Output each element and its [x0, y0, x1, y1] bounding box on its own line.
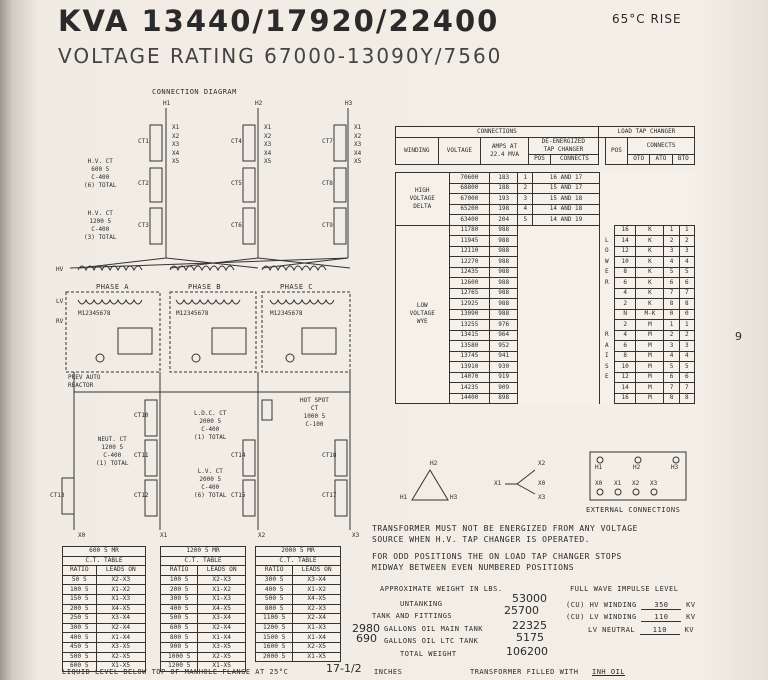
ct-label: CT12: [134, 492, 149, 499]
total-weight-label: TOTAL WEIGHT: [400, 650, 457, 658]
table-row: 63400 204 5 14 AND 19: [396, 215, 695, 226]
terminal-h1: H1: [163, 100, 171, 107]
ct-tap-column: X1 X2 X3 X4 X5: [354, 124, 362, 165]
vector-x3: X3: [538, 494, 546, 501]
col-ltc-pos: POS: [605, 137, 627, 165]
hv-label: HV: [56, 266, 64, 273]
table-row: 800 5 X2-X3: [256, 604, 341, 614]
table-row: 150 5 X1-X3: [63, 594, 146, 604]
table-row: 100 5 X1-X2: [63, 585, 146, 595]
table-row: 13415 964 R 4 M 2 2: [396, 330, 695, 341]
terminal-h3: H3: [345, 100, 353, 107]
col-connects: CONNECTS: [551, 154, 599, 165]
ct-label: CT5: [231, 180, 242, 187]
col-bto: BTO: [672, 154, 694, 165]
table-col-header: RATIO: [63, 566, 97, 576]
ext-x1: X1: [614, 480, 622, 487]
page-number: 9: [735, 330, 742, 343]
table-row: 13580 952 A 6 M 3 3: [396, 341, 695, 352]
temperature-rise: 65°C RISE: [612, 12, 682, 26]
table-row: 12270 988 W 10 K 4 4: [396, 257, 695, 268]
table-col-header: LEADS ON: [96, 566, 145, 576]
untanking-label: UNTANKING: [400, 600, 443, 608]
hot-spot-ct-note: HOT SPOT CT 1000 5 C-100: [300, 397, 329, 428]
liquid-level-label: LIQUID LEVEL BELOW TOP OF MANHOLE FLANGE AT 25°C: [62, 668, 289, 676]
terminal-h2: H2: [255, 100, 263, 107]
table-row: 100 5 X2-X3: [161, 575, 246, 585]
rv-label: RV: [56, 318, 64, 325]
ct-table-head: 2000 5 MR: [256, 547, 341, 557]
col-voltage: VOLTAGE: [438, 137, 481, 165]
table-row: 12435 988 E 8 K 5 5: [396, 267, 695, 278]
ct-tap-column: X1 X2 X3 X4 X5: [172, 124, 180, 165]
ext-h1: H1: [595, 464, 603, 471]
hv-winding-label: HIGH VOLTAGE DELTA: [396, 173, 450, 226]
table-row: 300 5 X2-X4: [63, 623, 146, 633]
col-amps: AMPS AT 22.4 MVA: [481, 137, 529, 165]
hv-ct-note-b: H.V. CT 1200 5 C-400 (3) TOTAL: [84, 210, 117, 241]
warning-line-1: TRANSFORMER MUST NOT BE ENERGIZED FROM ANY VOLTAGE: [372, 524, 638, 533]
impulse-hv-row: (CU) HV WINDING 350 KV: [566, 601, 696, 609]
total-weight-value: 106200: [506, 645, 548, 658]
lv-winding-label: LOW VOLTAGE WYE: [396, 225, 450, 404]
voltage-rating: VOLTAGE RATING 67000-13090Y/7560: [58, 44, 503, 68]
table-row: 800 5 X1-X4: [161, 633, 246, 643]
ct-label: CT3: [138, 222, 149, 229]
kva-rating: KVA 13440/17920/22400: [58, 4, 500, 38]
vector-x2: X2: [538, 460, 546, 467]
table-row: 1200 5 X1-X3: [256, 623, 341, 633]
connections-title: CONNECTIONS: [396, 127, 599, 138]
oil-ltc-value: 5175: [516, 631, 544, 644]
col-oto: OTO: [628, 154, 650, 165]
ct-label: CT8: [322, 180, 333, 187]
ext-x2: X2: [632, 480, 640, 487]
tank-value: 25700: [504, 604, 539, 617]
ct-label: CT4: [231, 138, 242, 145]
table-row: 12600 988 R 6 K 6 6: [396, 278, 695, 289]
col-winding: WINDING: [396, 137, 439, 165]
ct-label: CT17: [322, 492, 337, 499]
table-col-header: LEADS ON: [293, 566, 341, 576]
ct-table-head: 1200 5 MR: [161, 547, 246, 557]
vector-x1: X1: [494, 480, 502, 487]
tap-row-a: M12345678: [78, 310, 111, 317]
ct-table-head: C.T. TABLE: [63, 556, 146, 566]
table-row: 600 5 X1-X5: [63, 662, 146, 672]
ct-label: CT15: [231, 492, 246, 499]
tap-row-c: M12345678: [270, 310, 303, 317]
prev-auto-reactor: PREV AUTO REACTOR: [68, 374, 101, 389]
col-ato: ATO: [650, 154, 672, 165]
table-row: 500 5 X4-X5: [256, 594, 341, 604]
vector-h2: H2: [430, 460, 438, 467]
ct-label: CT14: [231, 452, 246, 459]
table-row: 400 5 X1-X4: [63, 633, 146, 643]
table-row: 67000 193 3 15 AND 18: [396, 194, 695, 205]
oil-main-gallons: 2980: [352, 622, 380, 635]
table-row: 11945 988 L 14 K 2 2: [396, 236, 695, 247]
odd-positions-line-2: MIDWAY BETWEEN EVEN NUMBERED POSITIONS: [372, 563, 575, 572]
vector-h1: H1: [400, 494, 408, 501]
table-col-header: RATIO: [161, 566, 198, 576]
table-row: 400 5 X1-X2: [256, 585, 341, 595]
ct-table-head: C.T. TABLE: [256, 556, 341, 566]
ext-h2: H2: [633, 464, 641, 471]
table-row: 1600 5 X2-X5: [256, 642, 341, 652]
table-row: 13255 976 2 M 1 1: [396, 320, 695, 331]
oil-ltc-label: GALLONS OIL LTC TANK: [384, 637, 479, 645]
table-row: 50 5 X2-X3: [63, 575, 146, 585]
oil-ltc-gallons: 690: [356, 632, 377, 645]
phase-a-label: PHASE A: [96, 283, 130, 291]
ct-label: CT7: [322, 138, 333, 145]
table-row: 300 5 X3-X4: [256, 575, 341, 585]
ldc-ct-note: L.D.C. CT 2000 5 C-400 (1) TOTAL: [194, 410, 227, 441]
table-row: LOW VOLTAGE WYE 11780 988 16 K 1 1: [396, 225, 695, 236]
ltc-header: LOAD TAP CHANGER: [598, 127, 694, 138]
table-row: 2000 5 X1-X5: [256, 652, 341, 662]
impulse-title: FULL WAVE IMPULSE LEVEL: [570, 585, 679, 593]
vector-h3: H3: [450, 494, 458, 501]
ct-label: CT18: [322, 452, 337, 459]
lv-label: LV: [56, 298, 64, 305]
table-row: 200 5 X1-X2: [161, 585, 246, 595]
ct-label: CT13: [50, 492, 65, 499]
table-col-header: RATIO: [256, 566, 293, 576]
oil-main-value: 22325: [512, 619, 547, 632]
table-row: 400 5 X4-X5: [161, 604, 246, 614]
table-row: 250 5 X3-X4: [63, 614, 146, 624]
connections-table: [395, 126, 695, 165]
col-pos: POS: [528, 154, 550, 165]
diagram-title: CONNECTION DIAGRAM: [152, 88, 237, 96]
table-col-header: LEADS ON: [198, 566, 246, 576]
terminal-x2: X2: [258, 532, 266, 539]
weights-title: APPROXIMATE WEIGHT IN LBS.: [380, 585, 503, 593]
col-deenergized: DE-ENERGIZED TAP CHANGER: [528, 137, 598, 154]
oil-main-label: GALLONS OIL MAIN TANK: [384, 625, 484, 633]
external-connections-label: EXTERNAL CONNECTIONS: [586, 506, 681, 514]
table-row: 12765 988 4 K 7 7: [396, 288, 695, 299]
ct-tap-column: X1 X2 X3 X4 X5: [264, 124, 272, 165]
table-row: 13910 930 S 10 M 5 5: [396, 362, 695, 373]
warning-line-2: SOURCE WHEN H.V. TAP CHANGER IS OPERATED.: [372, 535, 590, 544]
impulse-neutral-row: LV NEUTRAL 110 KV: [588, 626, 695, 634]
impulse-lv-row: (CU) LV WINDING 110 KV: [566, 613, 696, 621]
connections-rows: [395, 172, 695, 404]
table-row: 12925 988 2 K 8 8: [396, 299, 695, 310]
connections-body: [395, 172, 695, 404]
ct-label: CT1: [138, 138, 149, 145]
table-row: 900 5 X3-X5: [161, 642, 246, 652]
table-row: 1000 5 X2-X5: [161, 652, 246, 662]
table-row: HIGH VOLTAGE DELTA 70600 183 1 16 AND 17: [396, 173, 695, 184]
ext-x0: X0: [595, 480, 603, 487]
phase-b-label: PHASE B: [188, 283, 222, 291]
table-row: 13745 941 I 8 M 4 4: [396, 351, 695, 362]
table-row: 65200 198 4 14 AND 18: [396, 204, 695, 215]
ct-table-head: 600 5 MR: [63, 547, 146, 557]
table-row: 12110 988 O 12 K 3 3: [396, 246, 695, 257]
table-row: 500 5 X2-X5: [63, 652, 146, 662]
col-ltc-connects: CONNECTS: [628, 137, 695, 154]
table-row: 1200 5 X1-X5: [161, 662, 246, 672]
table-row: 14400 898 16 M 8 8: [396, 393, 695, 404]
table-row: 200 5 X4-X5: [63, 604, 146, 614]
untanking-value: 53000: [512, 592, 547, 605]
ct-label: CT11: [134, 452, 149, 459]
odd-positions-line-1: FOR ODD POSITIONS THE ON LOAD TAP CHANGER STOPS: [372, 552, 622, 561]
table-row: 1500 5 X1-X4: [256, 633, 341, 643]
table-row: 300 5 X1-X3: [161, 594, 246, 604]
tank-label: TANK AND FITTINGS: [372, 612, 453, 620]
table-row: 68800 188 2 15 AND 17: [396, 183, 695, 194]
lv-ct-note: L.V. CT 2000 5 C-400 (6) TOTAL: [194, 468, 227, 499]
oil-type: INH OIL: [592, 668, 626, 676]
ct-label: CT6: [231, 222, 242, 229]
table-row: 1100 5 X2-X4: [256, 614, 341, 624]
liquid-level-value: 17-1/2: [326, 662, 362, 675]
table-row: 13090 988 N M-K 0 0: [396, 309, 695, 320]
ext-x3: X3: [650, 480, 658, 487]
table-row: 14235 909 14 M 7 7: [396, 383, 695, 394]
ext-h3: H3: [671, 464, 679, 471]
vector-x0: X0: [538, 480, 546, 487]
phase-c-label: PHASE C: [280, 283, 314, 291]
table-row: 600 5 X2-X4: [161, 623, 246, 633]
table-row: 450 5 X3-X5: [63, 642, 146, 652]
inches-label: INCHES: [374, 668, 403, 676]
ct-label: CT2: [138, 180, 149, 187]
terminal-x3: X3: [352, 532, 360, 539]
terminal-x0: X0: [78, 532, 86, 539]
ct-table-2000: [255, 546, 341, 662]
neutral-ct-note: NEUT. CT 1200 5 C-400 (1) TOTAL: [96, 436, 129, 467]
ct-label: CT10: [134, 412, 149, 419]
table-row: 14070 919 E 12 M 6 6: [396, 372, 695, 383]
ct-table-600: [62, 546, 146, 672]
hv-ct-note-a: H.V. CT 600 5 C-400 (6) TOTAL: [84, 158, 117, 189]
ct-table-head: C.T. TABLE: [161, 556, 246, 566]
terminal-x1: X1: [160, 532, 168, 539]
table-row: 500 5 X3-X4: [161, 614, 246, 624]
ct-label: CT9: [322, 222, 333, 229]
filled-with-label: TRANSFORMER FILLED WITH: [470, 668, 579, 676]
tap-row-b: M12345678: [176, 310, 209, 317]
ct-table-1200: [160, 546, 246, 672]
